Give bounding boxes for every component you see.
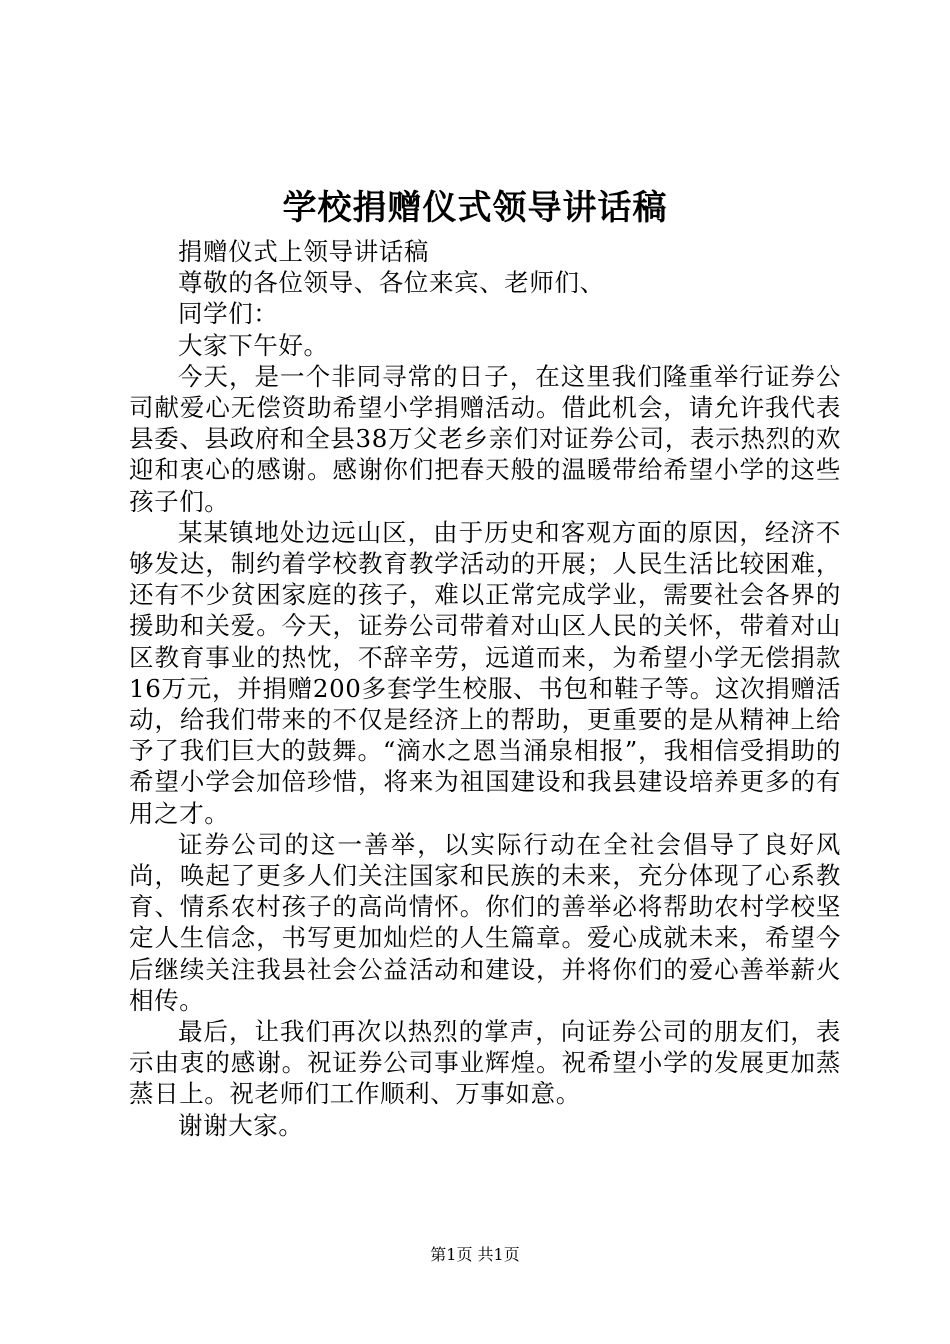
- paragraph-body-4: 最后，让我们再次以热烈的掌声，向证券公司的朋友们，表示由衷的感谢。祝证券公司事业辉煌。祝希望小学的发展更加蒸蒸日上。祝老师们工作顺利、万事如意。: [129, 1017, 841, 1109]
- document-title: 学校捐赠仪式领导讲话稿: [282, 188, 668, 228]
- paragraph-body-1: 今天，是一个非同寻常的日子，在这里我们隆重举行证券公司献爱心无偿资助希望小学捐赠活动。借此机会，请允许我代表县委、县政府和全县38万父老乡亲们对证券公司，表示热烈的欢迎和衷心的感谢。感谢你们把春天般的温暖带给希望小学的这些孩子们。: [129, 361, 841, 516]
- paragraph-body-3: 证券公司的这一善举，以实际行动在全社会倡导了良好风尚，唤起了更多人们关注国家和民族的未来，充分体现了心系教育、情系农村孩子的高尚情怀。你们的善举必将帮助农村学校坚定人生信念，书写更加灿烂的人生篇章。爱心成就未来，希望今后继续关注我县社会公益活动和建设，并将你们的爱心善举薪火相传。: [129, 829, 841, 1015]
- paragraph-greeting: 大家下午好。: [178, 330, 329, 360]
- paragraph-closing: 谢谢大家。: [178, 1110, 304, 1140]
- paragraph-salutation: 尊敬的各位领导、各位来宾、老师们、: [178, 268, 605, 298]
- paragraph-heading: 捐赠仪式上领导讲话稿: [178, 237, 429, 266]
- document-body: [129, 236, 841, 1141]
- paragraph-salutation-cont: 同学们：: [178, 299, 279, 329]
- paragraph-body-2: 某某镇地处边远山区，由于历史和客观方面的原因，经济不够发达，制约着学校教育教学活动的开展；人民生活比较困难，还有不少贫困家庭的孩子，难以正常完成学业，需要社会各界的援助和关爱。今天，证券公司带着对山区人民的关怀，带着对山区教育事业的热忱，不辞辛劳，远道而来，为希望小学无偿捐款16万元，并捐赠200多套学生校服、书包和鞋子等。这次捐赠活动，给我们带来的不仅是经济上的帮助，更重要的是从精神上给予了我们巨大的鼓舞。“滴水之恩当涌泉相报”，我相信受捐助的希望小学会加倍珍惜，将来为祖国建设和我县建设培养更多的有用之才。: [129, 517, 841, 828]
- page-footer: 第1页 共1页: [430, 1245, 520, 1264]
